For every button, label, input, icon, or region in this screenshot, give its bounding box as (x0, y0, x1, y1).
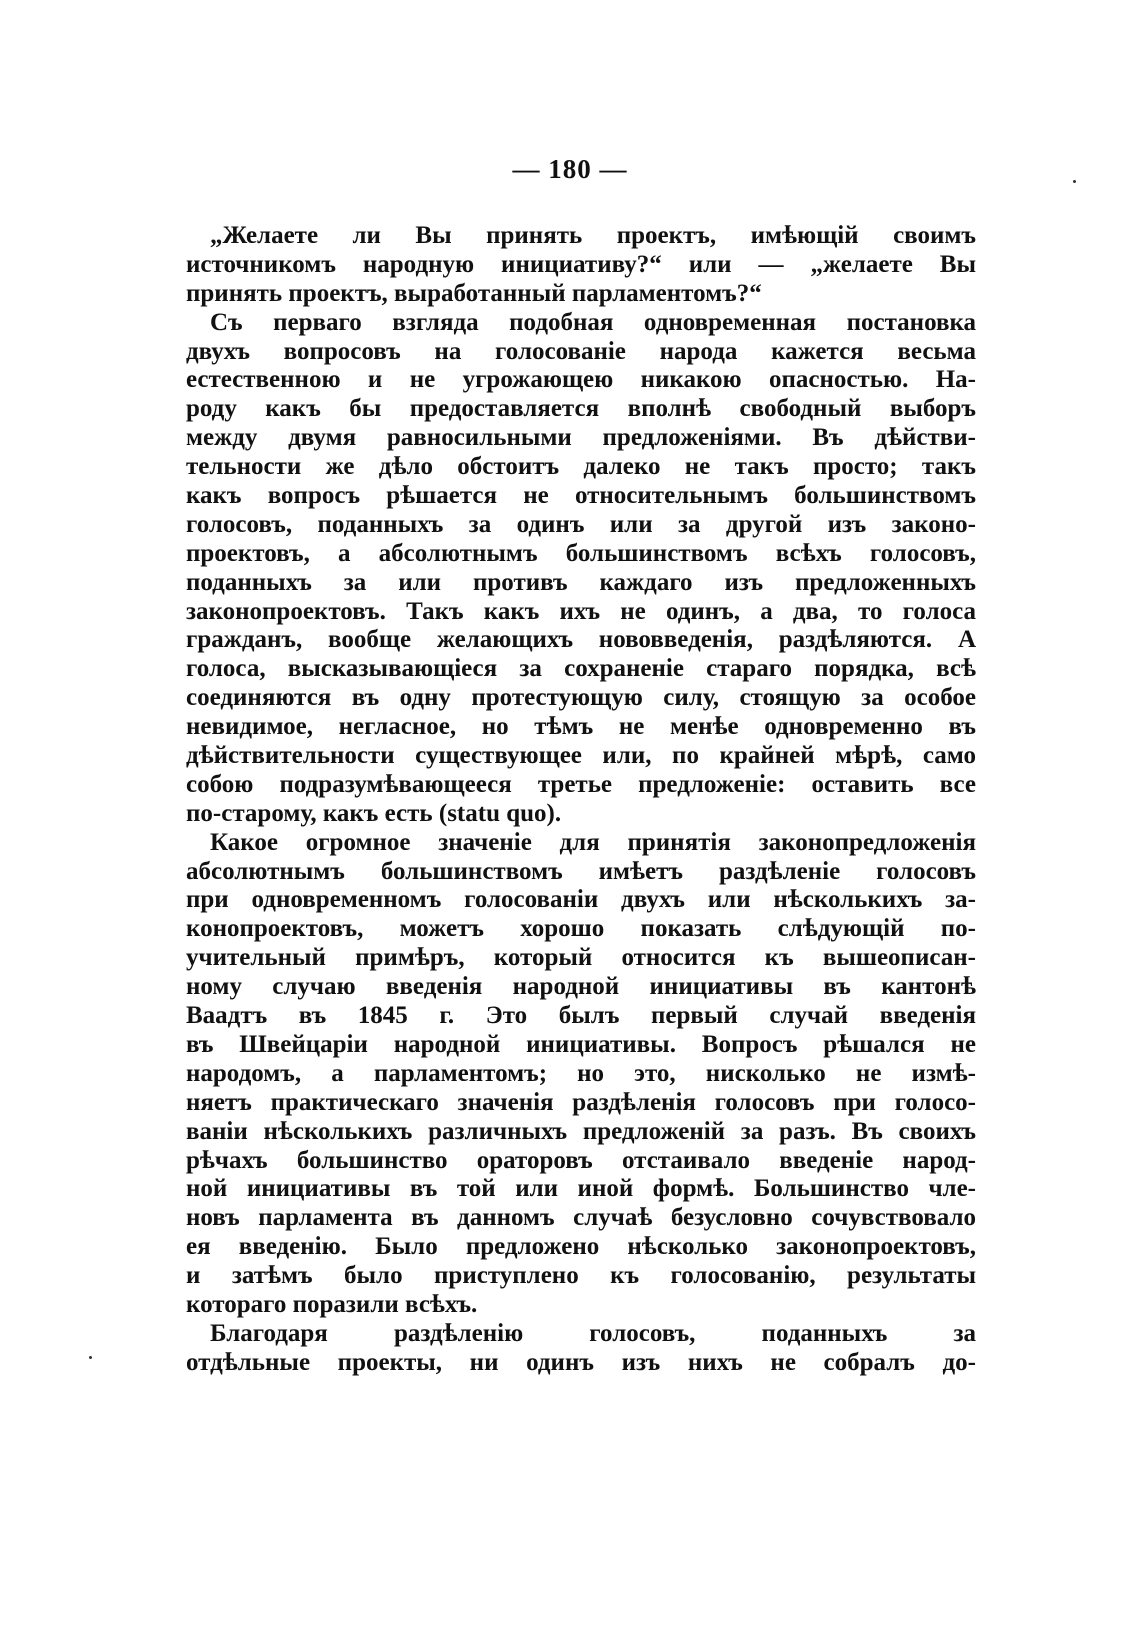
text-line: отдѣльные проекты, ни одинъ изъ нихъ не собралъ до- (186, 1348, 976, 1376)
text-line: и затѣмъ было приступлено къ голосованію, результаты (186, 1262, 976, 1290)
text-line: ному случаю введенія народной инициативы въ кантонѣ (186, 973, 976, 1001)
text-line: соединяются въ одну протестующую силу, стоящую за особое (186, 684, 976, 712)
text-line: новъ парламента въ данномъ случаѣ безусловно сочувствовало (186, 1204, 976, 1232)
text-line: ной инициативы въ той или иной формѣ. Большинство чле- (186, 1175, 976, 1203)
paragraph (186, 222, 976, 309)
text-line: ея введенію. Было предложено нѣсколько законопроектовъ, (186, 1233, 976, 1261)
text-line: двухъ вопросовъ на голосованіе народа кажется весьма (186, 337, 976, 365)
text-line: поданныхъ за или противъ каждаго изъ предложенныхъ (186, 568, 976, 596)
text-line: учительный примѣръ, который относится къ вышеописан- (186, 944, 976, 972)
text-line: какъ вопросъ рѣшается не относительнымъ большинствомъ (186, 482, 976, 510)
text-line: Ваадтъ въ 1845 г. Это былъ первый случай введенія (186, 1002, 976, 1030)
text-line: „Желаете ли Вы принять проектъ, имѣющій своимъ (210, 222, 976, 249)
text-line: Съ перваго взгляда подобная одновременная постановка (210, 308, 976, 336)
scan-speck (1073, 180, 1076, 183)
text-line: Благодаря раздѣленію голосовъ, поданныхъ за (210, 1319, 976, 1347)
text-line: проектовъ, а абсолютнымъ большинствомъ всѣхъ голосовъ, (186, 539, 976, 567)
text-line: рѣчахъ большинство ораторовъ отстаивало введеніе народ- (186, 1146, 976, 1174)
text-line: голоса, высказывающіеся за сохраненіе стараго порядка, всѣ (186, 655, 976, 683)
text-line: въ Швейцаріи народной инициативы. Вопросъ рѣшался не (186, 1030, 976, 1058)
page-number: — 180 — (512, 154, 628, 184)
text-line: народомъ, а парламентомъ; но это, нисколько не измѣ- (186, 1059, 976, 1087)
text-line: естественною и не угрожающею никакою опасностью. На- (186, 366, 976, 394)
text-line: няетъ практическаго значенія раздѣленія голосовъ при голосо- (186, 1088, 976, 1116)
paragraph (186, 309, 976, 829)
text-line: абсолютнымъ большинствомъ имѣетъ раздѣленіе голосовъ (186, 857, 976, 885)
text-line: законопроектовъ. Такъ какъ ихъ не одинъ, а два, то голоса (186, 597, 976, 625)
text-line: гражданъ, вообще желающихъ нововведенія, раздѣляются. А (186, 626, 976, 654)
paragraph (186, 1320, 976, 1378)
scan-speck (89, 1356, 92, 1359)
text-line: голосовъ, поданныхъ за одинъ или за другой изъ законо- (186, 510, 976, 538)
text-line: источникомъ народную инициативу?“ или — „желаете Вы (186, 250, 976, 278)
text-line: дѣйствительности существующее или, по крайней мѣрѣ, само (186, 742, 976, 770)
text-line: принять проектъ, выработанный парламентомъ?“ (186, 279, 762, 307)
paragraph (186, 829, 976, 1320)
text-line: невидимое, негласное, но тѣмъ не менѣе одновременно въ (186, 713, 976, 741)
text-line: тельности же дѣло обстоитъ далеко не такъ просто; такъ (186, 453, 976, 481)
text-line: котораго поразили всѣхъ. (186, 1290, 478, 1318)
body-text (186, 222, 976, 1378)
text-line: по-старому, какъ есть (statu quo). (186, 799, 562, 827)
text-line: между двумя равносильными предложеніями. Въ дѣйстви- (186, 424, 976, 452)
text-line: ваніи нѣсколькихъ различныхъ предложеній за разъ. Въ своихъ (186, 1117, 976, 1145)
text-line: конопроектовъ, можетъ хорошо показать слѣдующій по- (186, 915, 976, 943)
text-line: роду какъ бы предоставляется вполнѣ свободный выборъ (186, 395, 976, 423)
text-line: при одновременномъ голосованіи двухъ или нѣсколькихъ за- (186, 886, 976, 914)
text-line: собою подразумѣвающееся третье предложеніе: оставить все (186, 770, 976, 798)
text-line: Какое огромное значеніе для принятія законопредложенія (210, 828, 976, 856)
